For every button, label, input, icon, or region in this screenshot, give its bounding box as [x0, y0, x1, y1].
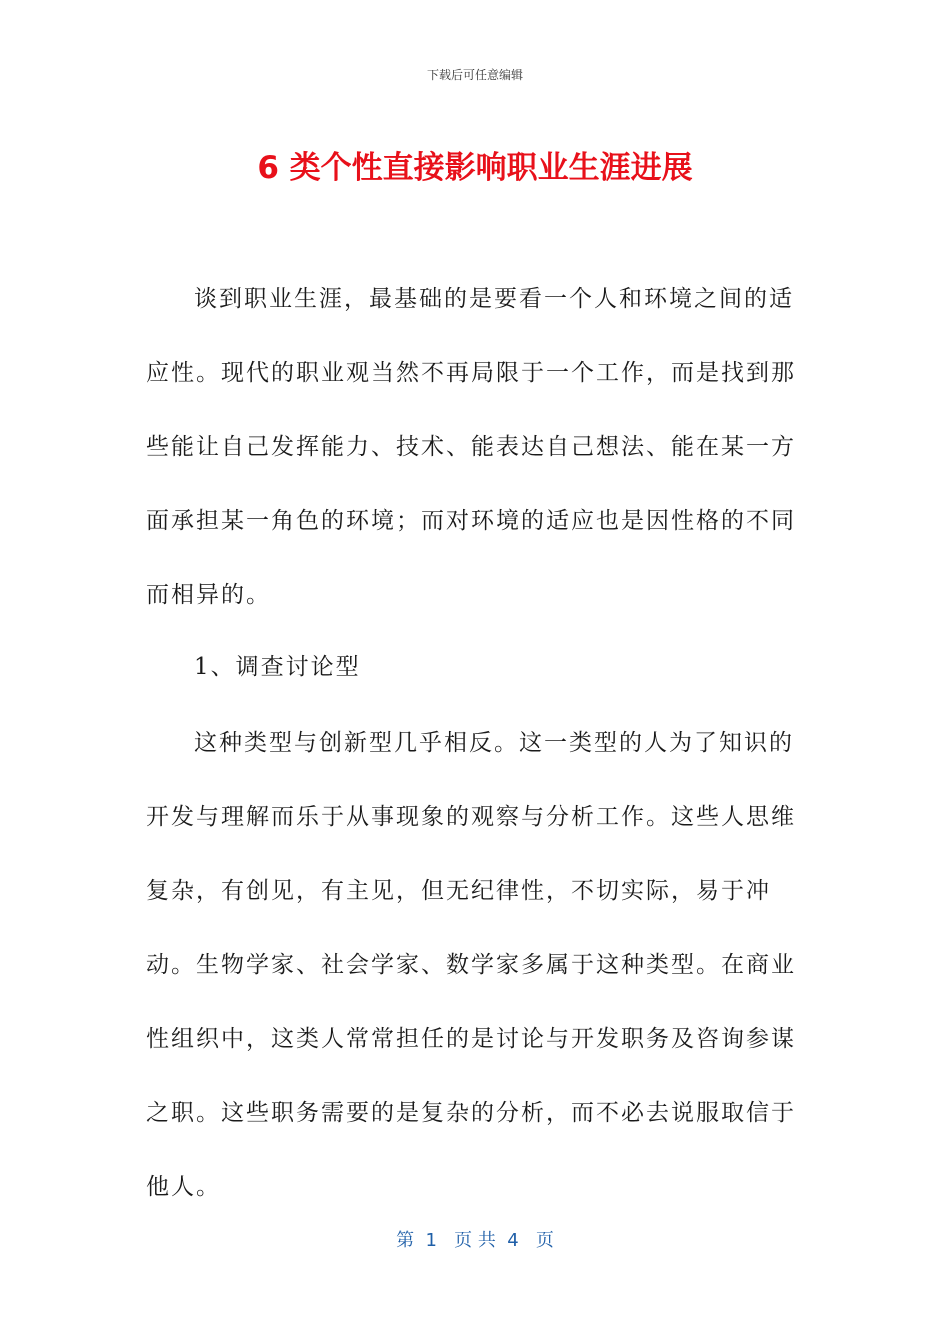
section-1-paragraph: 这种类型与创新型几乎相反。这一类型的人为了知识的开发与理解而乐于从事现象的观察与分析工作。这些人思维复杂，有创见，有主见，但无纪律性，不切实际，易于冲动。生物学家、社会学家、数学家多属于这种类型。在商业性组织中，这类人常常担任的是讨论与开发职务及咨询参谋之职。这些职务需要的是复杂的分析，而不必去说服取信于他人。	[146, 730, 796, 1200]
page-number-footer: 第 1 页 共 4 页	[396, 1230, 554, 1251]
section-heading-1: 1、调查讨论型	[194, 654, 361, 680]
document-title: 6 类个性直接影响职业生涯进展	[257, 150, 693, 186]
header-note: 下载后可任意编辑	[426, 68, 523, 82]
intro-paragraph: 谈到职业生涯，最基础的是要看一个人和环境之间的适应性。现代的职业观当然不再局限于一个工作，而是找到那些能让自己发挥能力、技术、能表达自己想法、能在某一方面承担某一角色的环境；而对环境的适应也是因性格的不同而相异的。	[146, 286, 796, 608]
